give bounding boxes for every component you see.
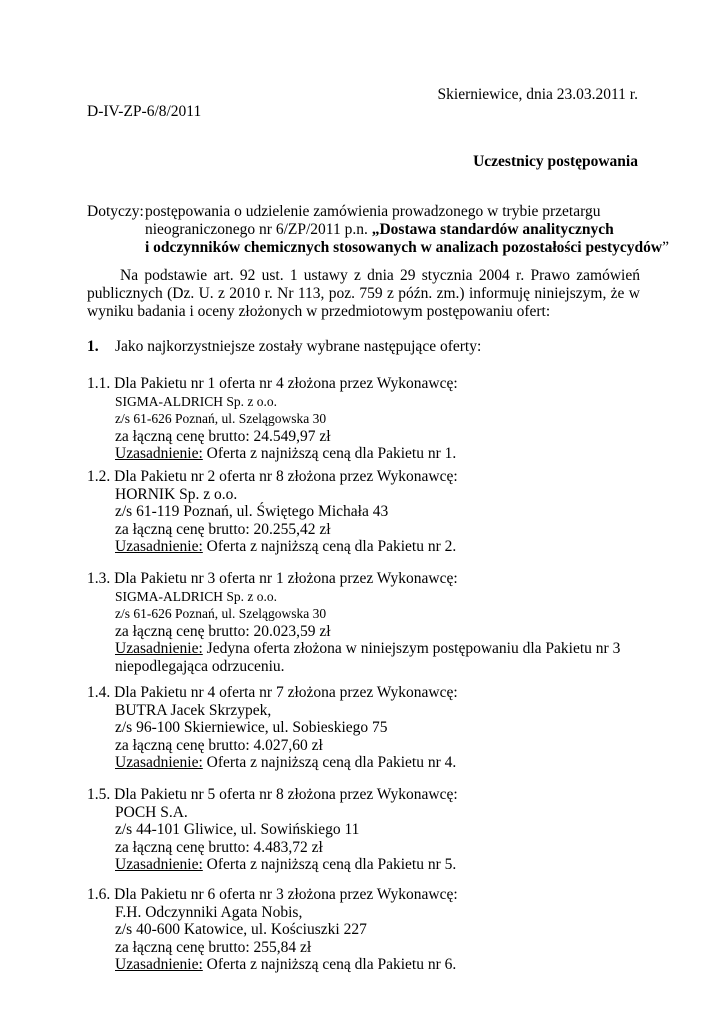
company-address: z/s 44-101 Gliwice, ul. Sowińskiego 11	[115, 821, 360, 838]
company-address: z/s 96-100 Skierniewice, ul. Sobieskiego 75	[115, 719, 388, 736]
section-1-1	[87, 375, 647, 463]
section-1-6	[87, 886, 647, 974]
justification-text: Oferta z najniższą ceną dla Pakietu nr 2.	[202, 538, 457, 555]
company-address: z/s 61-626 Poznań, ul. Szelągowska 30	[115, 411, 327, 426]
subject-line-2	[145, 221, 669, 239]
subject-line-1: postępowania o udzielenie zamówienia prowadzonego w trybie przetargu	[145, 203, 601, 220]
point-1	[87, 338, 481, 356]
justification-text: Oferta z najniższą ceną dla Pakietu nr 4.	[202, 754, 457, 771]
section-heading: 1.4. Dla Pakietu nr 4 oferta nr 7 złożona przez Wykonawcę:	[87, 684, 458, 701]
price: za łączną cenę brutto: 255,84 zł	[115, 938, 312, 956]
section-1-4	[87, 684, 647, 772]
section-1-5	[87, 786, 647, 874]
justification-text: Oferta z najniższą ceną dla Pakietu nr 1.	[202, 445, 457, 462]
point-1-number: 1.	[87, 338, 99, 355]
reference-number: D-IV-ZP-6/8/2011	[87, 103, 202, 120]
justification-text: Oferta z najniższą ceną dla Pakietu nr 6.	[202, 956, 457, 973]
section-heading: 1.3. Dla Pakietu nr 3 oferta nr 1 złożona przez Wykonawcę:	[87, 570, 458, 587]
justification	[115, 754, 647, 772]
justification-label: Uzasadnienie:	[115, 538, 203, 555]
section-heading: 1.1. Dla Pakietu nr 1 oferta nr 4 złożona przez Wykonawcę:	[87, 375, 458, 392]
justification	[115, 640, 647, 658]
company-name: BUTRA Jacek Skrzypek,	[115, 701, 272, 719]
justification-label: Uzasadnienie:	[115, 754, 203, 771]
section-1-2	[87, 468, 647, 556]
intro-paragraph	[87, 267, 640, 321]
price: za łączną cenę brutto: 24.549,97 zł	[115, 427, 331, 445]
company-name: SIGMA-ALDRICH Sp. z o.o.	[115, 588, 277, 604]
company-address: z/s 40-600 Katowice, ul. Kościuszki 227	[115, 921, 367, 938]
price: za łączną cenę brutto: 20.255,42 zł	[115, 520, 331, 538]
recipient: Uczestnicy postępowania	[473, 153, 638, 170]
company-name: F.H. Odczynniki Agata Nobis,	[115, 903, 303, 921]
justification	[115, 956, 647, 974]
justification-text: Oferta z najniższą ceną dla Pakietu nr 5.	[202, 856, 457, 873]
justification	[115, 445, 647, 463]
place-date: Skierniewice, dnia 23.03.2011 r.	[437, 86, 638, 103]
justification-label: Uzasadnienie:	[115, 956, 203, 973]
justification-text: Jedyna oferta złożona w niniejszym postępowaniu dla Pakietu nr 3	[202, 640, 621, 657]
section-heading: 1.2. Dla Pakietu nr 2 oferta nr 8 złożona przez Wykonawcę:	[87, 468, 458, 485]
company-name: SIGMA-ALDRICH Sp. z o.o.	[115, 393, 277, 409]
subject-title-part-2: i odczynników chemicznych stosowanych w analizach pozostałości pestycydów	[145, 239, 663, 256]
subject-line-2-plain: nieograniczonego nr 6/ZP/2011 p.n.	[145, 221, 372, 238]
price: za łączną cenę brutto: 4.483,72 zł	[115, 838, 323, 856]
justification-label: Uzasadnienie:	[115, 856, 203, 873]
subject-line-3	[145, 239, 669, 257]
price: za łączną cenę brutto: 20.023,59 zł	[115, 622, 331, 640]
section-heading: 1.6. Dla Pakietu nr 6 oferta nr 3 złożona przez Wykonawcę:	[87, 886, 458, 903]
section-heading: 1.5. Dla Pakietu nr 5 oferta nr 8 złożona przez Wykonawcę:	[87, 786, 458, 803]
company-name: HORNIK Sp. z o.o.	[115, 485, 238, 503]
section-1-3	[87, 570, 647, 675]
company-address: z/s 61-626 Poznań, ul. Szelągowska 30	[115, 606, 327, 621]
subject-title-part-1: „Dostawa standardów analitycznych	[371, 221, 614, 238]
justification	[115, 856, 647, 874]
subject-close-quote: ”	[662, 239, 669, 256]
company-name: POCH S.A.	[115, 803, 188, 821]
justification-continued: niepodlegająca odrzuceniu.	[115, 657, 285, 675]
justification-label: Uzasadnienie:	[115, 640, 203, 657]
intro-text: Na podstawie art. 92 ust. 1 ustawy z dnia 29 stycznia 2004 r. Prawo zamówień publicznych (Dz. U. z 2010 r. Nr 113, poz. 759 z późn. zm.) informuję niniejszym, że w wyniku badania i oceny złożonych w przedmiotowym postępowaniu ofert:	[87, 267, 640, 320]
justification	[115, 538, 647, 556]
subject-label: Dotyczy:	[87, 203, 144, 220]
justification-label: Uzasadnienie:	[115, 445, 203, 462]
point-1-text: Jako najkorzystniejsze zostały wybrane następujące oferty:	[115, 338, 482, 355]
company-address: z/s 61-119 Poznań, ul. Świętego Michała 43	[115, 503, 389, 520]
price: za łączną cenę brutto: 4.027,60 zł	[115, 736, 323, 754]
